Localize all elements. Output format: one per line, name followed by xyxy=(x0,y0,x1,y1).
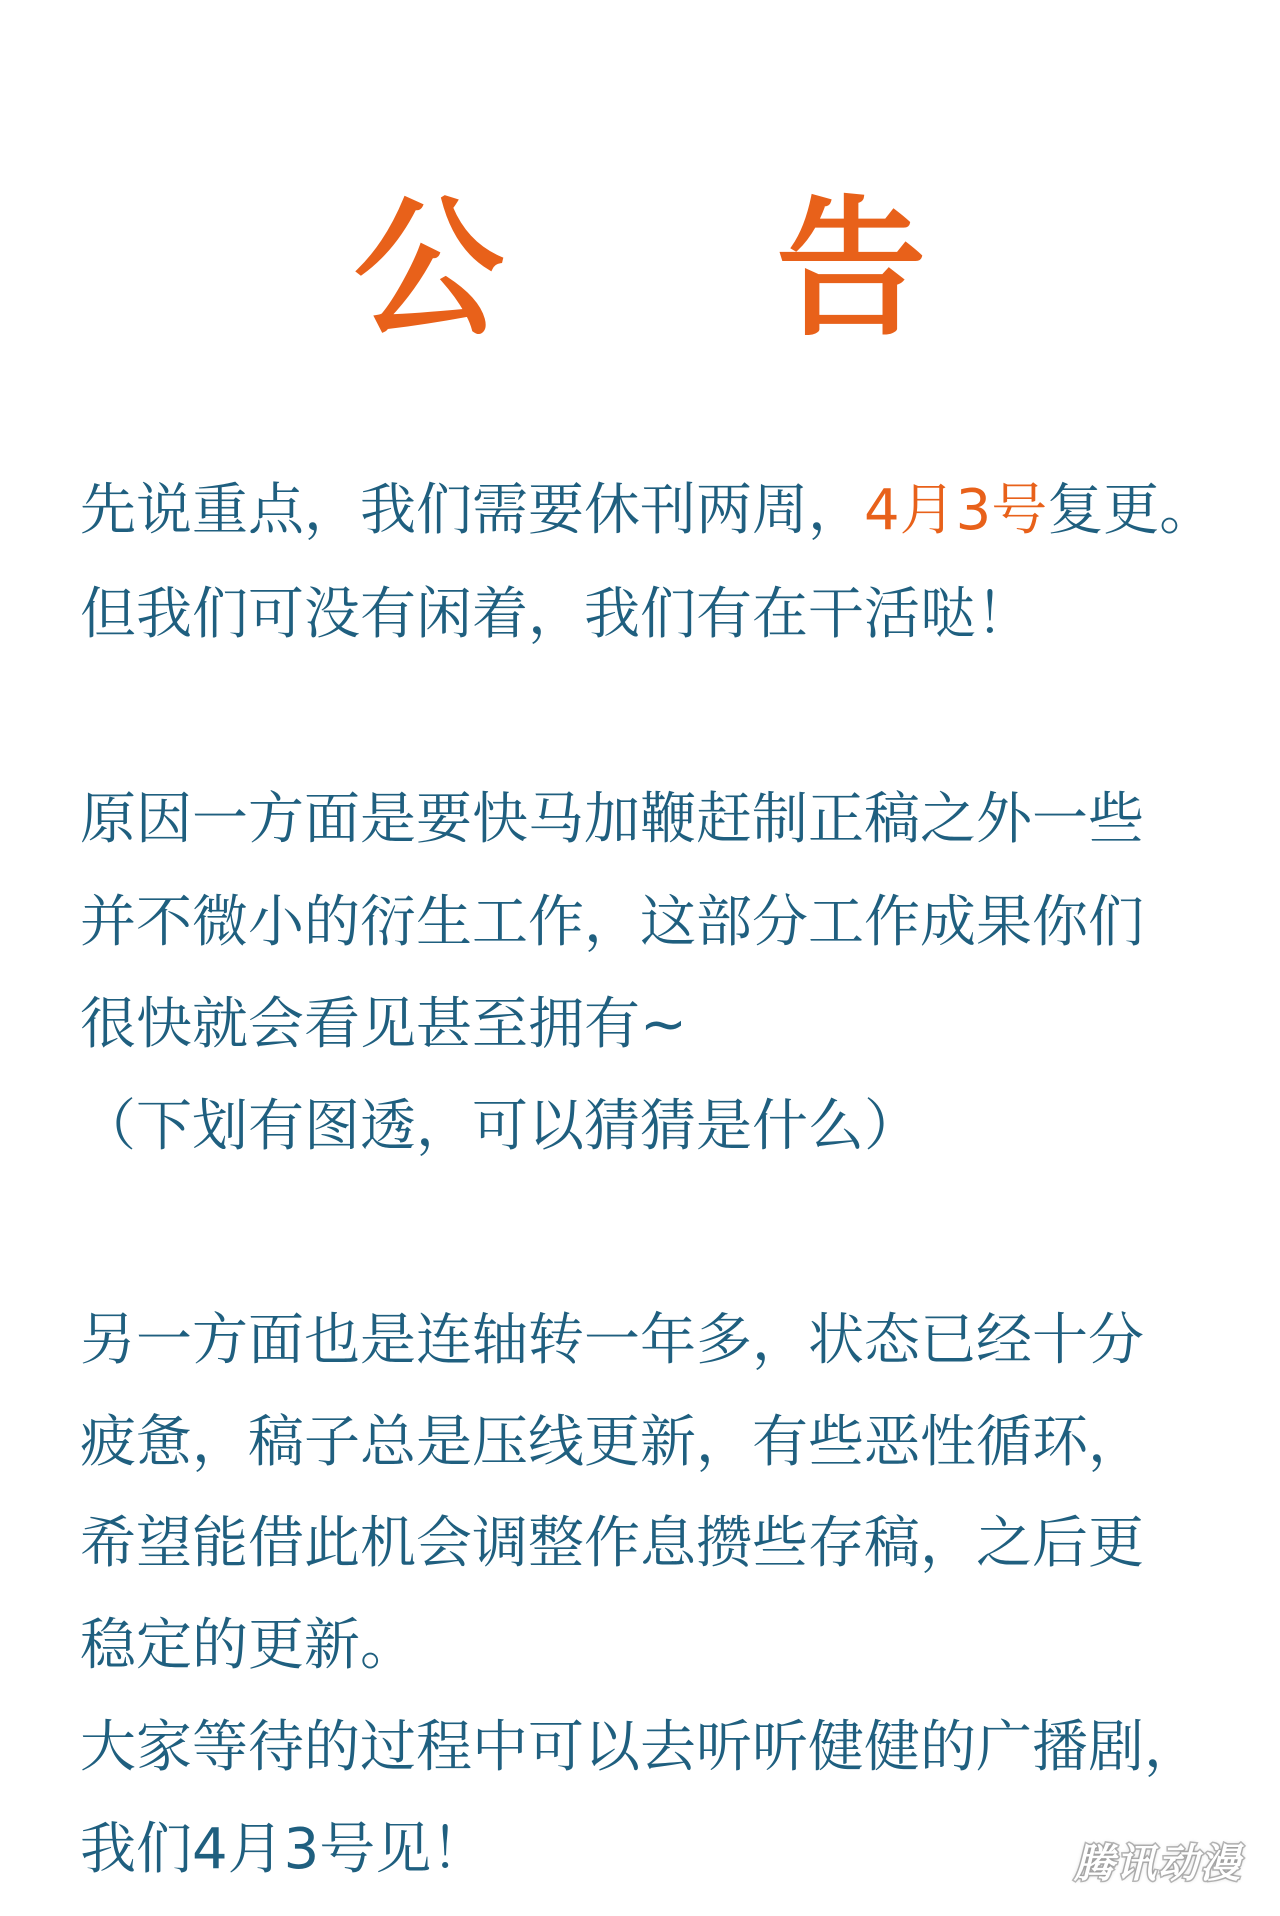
text-line-10: 稳定的更新。 xyxy=(80,1613,416,1678)
text-line-6: （下划有图透，可以猜猜是什么） xyxy=(80,1094,920,1159)
text-line-9: 希望能借此机会调整作息攒些存稿，之后更 xyxy=(80,1511,1144,1576)
text-line-8: 疲惫，稿子总是压线更新，有些恶性循环， xyxy=(80,1410,1144,1475)
tencent-comic-watermark-logo: 腾讯动漫 xyxy=(1074,1840,1242,1887)
text-line-4: 并不微小的衍生工作，这部分工作成果你们 xyxy=(80,890,1144,955)
text-line-1 xyxy=(80,477,1215,545)
text-line-12: 我们4月3号见！ xyxy=(80,1817,488,1882)
resume-date-highlight: 4月3号 xyxy=(864,478,1048,543)
page-title: 公 告 xyxy=(353,183,1037,357)
text-line-3: 原因一方面是要快马加鞭赶制正稿之外一些 xyxy=(80,787,1144,852)
text-line-5: 很快就会看见甚至拥有~ xyxy=(80,992,687,1057)
text-line-11: 大家等待的过程中可以去听听健健的广播剧， xyxy=(80,1715,1200,1780)
text-line-1-pre: 先说重点，我们需要休刊两周， xyxy=(80,478,864,543)
text-line-1-post: 复更。 xyxy=(1047,478,1216,543)
text-line-2: 但我们可没有闲着，我们有在干活哒！ xyxy=(80,582,1032,647)
text-line-7: 另一方面也是连轴转一年多，状态已经十分 xyxy=(80,1308,1144,1373)
